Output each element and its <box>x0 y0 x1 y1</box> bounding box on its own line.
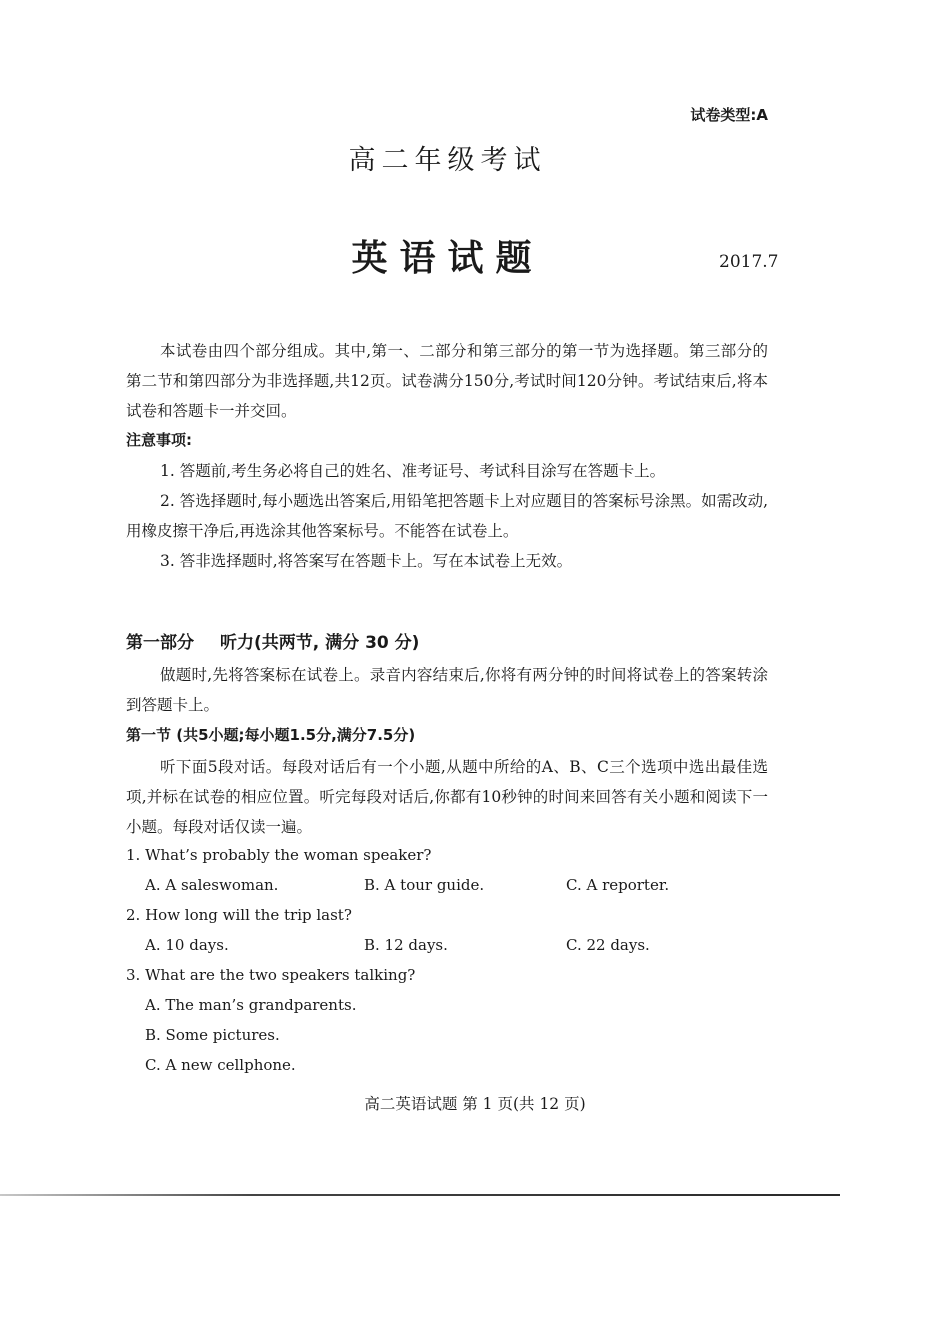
note-item-1: 1. 答题前,考生务必将自己的姓名、准考证号、考试科目涂写在答题卡上。 <box>160 462 666 480</box>
question-1-option-a: A. A saleswoman. <box>145 876 279 894</box>
question-3-option-c: C. A new cellphone. <box>145 1056 296 1074</box>
subject-title: 英语试题 <box>351 237 544 279</box>
notes-heading: 注意事项: <box>126 431 192 449</box>
question-2-option-b: B. 12 days. <box>364 936 448 954</box>
question-3-option-a: A. The man’s grandparents. <box>145 996 357 1014</box>
part1-title: 听力(共两节, 满分 30 分) <box>220 633 420 653</box>
question-2-stem: 2. How long will the trip last? <box>126 906 352 924</box>
note-item-3: 3. 答非选择题时,将答案写在答题卡上。写在本试卷上无效。 <box>160 552 573 570</box>
note-item-2: 2. 答选择题时,每小题选出答案后,用铅笔把答题卡上对应题目的答案标号涂黑。如需改动,用橡皮擦干净后,再选涂其他答案标号。不能答在试卷上。 <box>126 492 768 540</box>
section1-instructions: 听下面5段对话。每段对话后有一个小题,从题中所给的A、B、C三个选项中选出最佳选项,并标在试卷的相应位置。听完每段对话后,你都有10秒钟的时间来回答有关小题和阅读下一小题。每段对话仅读一遍。 <box>126 758 768 836</box>
question-3-stem: 3. What are the two speakers talking? <box>126 966 416 984</box>
question-3-option-b: B. Some pictures. <box>145 1026 280 1044</box>
intro-paragraph: 本试卷由四个部分组成。其中,第一、二部分和第三部分的第一节为选择题。第三部分的第二节和第四部分为非选择题,共12页。试卷满分150分,考试时间120分钟。考试结束后,将本试卷和答题卡一并交回。 <box>126 342 768 420</box>
section1-title: 第一节 (共5小题;每小题1.5分,满分7.5分) <box>126 726 416 744</box>
paper-type-label: 试卷类型:A <box>690 106 768 124</box>
part1-heading <box>126 628 419 653</box>
question-2-option-c: C. 22 days. <box>566 936 650 954</box>
question-1-option-c: C. A reporter. <box>566 876 670 894</box>
question-1-option-b: B. A tour guide. <box>364 876 485 894</box>
part1-instructions: 做题时,先将答案标在试卷上。录音内容结束后,你将有两分钟的时间将试卷上的答案转涂到答题卡上。 <box>126 666 768 714</box>
question-1-stem: 1. What’s probably the woman speaker? <box>126 846 432 864</box>
scan-edge-rule <box>0 1194 840 1196</box>
exam-name: 高二年级考试 <box>348 145 547 176</box>
page-footer: 高二英语试题 第 1 页(共 12 页) <box>364 1095 586 1113</box>
exam-date: 2017.7 <box>719 252 779 272</box>
part1-label: 第一部分 <box>126 633 194 653</box>
question-2-option-a: A. 10 days. <box>145 936 229 954</box>
